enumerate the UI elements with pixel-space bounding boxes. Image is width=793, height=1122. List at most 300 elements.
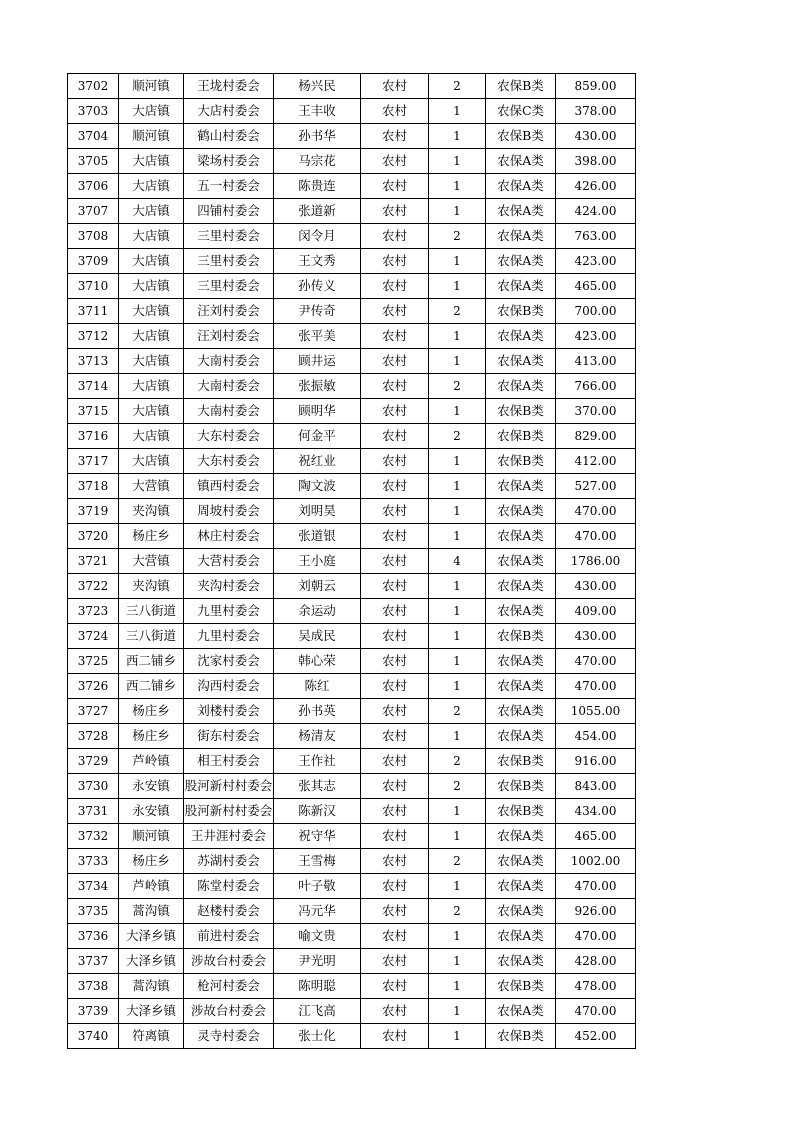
serial-number-cell: 3717 <box>68 449 119 474</box>
household-size-cell: 1 <box>429 99 486 124</box>
household-size-cell: 1 <box>429 674 486 699</box>
amount-cell: 916.00 <box>556 749 636 774</box>
household-size-cell: 2 <box>429 374 486 399</box>
serial-number-cell: 3705 <box>68 149 119 174</box>
household-size-cell: 1 <box>429 449 486 474</box>
insurance-category-cell: 农保B类 <box>486 974 556 999</box>
table-row <box>68 549 636 574</box>
serial-number-cell: 3715 <box>68 399 119 424</box>
village-committee-cell: 大南村委会 <box>184 349 274 374</box>
town-cell: 永安镇 <box>119 799 184 824</box>
person-name-cell: 刘明昊 <box>274 499 361 524</box>
person-name-cell: 陈红 <box>274 674 361 699</box>
area-type-cell: 农村 <box>361 224 429 249</box>
household-size-cell: 1 <box>429 799 486 824</box>
serial-number-cell: 3722 <box>68 574 119 599</box>
table-row <box>68 149 636 174</box>
amount-cell: 423.00 <box>556 324 636 349</box>
person-name-cell: 王作社 <box>274 749 361 774</box>
area-type-cell: 农村 <box>361 724 429 749</box>
area-type-cell: 农村 <box>361 799 429 824</box>
area-type-cell: 农村 <box>361 124 429 149</box>
town-cell: 大店镇 <box>119 424 184 449</box>
amount-cell: 1055.00 <box>556 699 636 724</box>
table-row <box>68 899 636 924</box>
person-name-cell: 陈明聪 <box>274 974 361 999</box>
person-name-cell: 张道银 <box>274 524 361 549</box>
insurance-category-cell: 农保A类 <box>486 824 556 849</box>
household-size-cell: 1 <box>429 649 486 674</box>
amount-cell: 766.00 <box>556 374 636 399</box>
amount-cell: 430.00 <box>556 574 636 599</box>
roster-table <box>67 73 636 1049</box>
serial-number-cell: 3710 <box>68 274 119 299</box>
person-name-cell: 祝守华 <box>274 824 361 849</box>
serial-number-cell: 3730 <box>68 774 119 799</box>
table-row <box>68 324 636 349</box>
table-row <box>68 774 636 799</box>
area-type-cell: 农村 <box>361 824 429 849</box>
table-row <box>68 749 636 774</box>
amount-cell: 859.00 <box>556 74 636 99</box>
area-type-cell: 农村 <box>361 524 429 549</box>
insurance-category-cell: 农保A类 <box>486 149 556 174</box>
table-row <box>68 424 636 449</box>
serial-number-cell: 3708 <box>68 224 119 249</box>
insurance-category-cell: 农保B类 <box>486 299 556 324</box>
table-row <box>68 574 636 599</box>
village-committee-cell: 苏湖村委会 <box>184 849 274 874</box>
household-size-cell: 1 <box>429 499 486 524</box>
area-type-cell: 农村 <box>361 149 429 174</box>
village-committee-cell: 大东村委会 <box>184 424 274 449</box>
town-cell: 大店镇 <box>119 224 184 249</box>
area-type-cell: 农村 <box>361 849 429 874</box>
area-type-cell: 农村 <box>361 574 429 599</box>
town-cell: 杨庄乡 <box>119 524 184 549</box>
village-committee-cell: 街东村委会 <box>184 724 274 749</box>
village-committee-cell: 五一村委会 <box>184 174 274 199</box>
town-cell: 三八街道 <box>119 599 184 624</box>
table-row <box>68 524 636 549</box>
table-row <box>68 299 636 324</box>
serial-number-cell: 3725 <box>68 649 119 674</box>
area-type-cell: 农村 <box>361 174 429 199</box>
serial-number-cell: 3721 <box>68 549 119 574</box>
person-name-cell: 尹光明 <box>274 949 361 974</box>
amount-cell: 470.00 <box>556 924 636 949</box>
village-committee-cell: 大南村委会 <box>184 374 274 399</box>
household-size-cell: 1 <box>429 949 486 974</box>
town-cell: 芦岭镇 <box>119 874 184 899</box>
insurance-category-cell: 农保B类 <box>486 799 556 824</box>
insurance-category-cell: 农保B类 <box>486 449 556 474</box>
serial-number-cell: 3732 <box>68 824 119 849</box>
serial-number-cell: 3731 <box>68 799 119 824</box>
person-name-cell: 闵令月 <box>274 224 361 249</box>
household-size-cell: 2 <box>429 224 486 249</box>
town-cell: 大泽乡镇 <box>119 999 184 1024</box>
table-row <box>68 74 636 99</box>
village-committee-cell: 梁场村委会 <box>184 149 274 174</box>
area-type-cell: 农村 <box>361 899 429 924</box>
village-committee-cell: 沟西村委会 <box>184 674 274 699</box>
town-cell: 西二铺乡 <box>119 674 184 699</box>
serial-number-cell: 3724 <box>68 624 119 649</box>
serial-number-cell: 3714 <box>68 374 119 399</box>
area-type-cell: 农村 <box>361 699 429 724</box>
serial-number-cell: 3735 <box>68 899 119 924</box>
person-name-cell: 余运动 <box>274 599 361 624</box>
village-committee-cell: 林庄村委会 <box>184 524 274 549</box>
town-cell: 大店镇 <box>119 274 184 299</box>
insurance-category-cell: 农保B类 <box>486 399 556 424</box>
village-committee-cell: 大东村委会 <box>184 449 274 474</box>
household-size-cell: 1 <box>429 524 486 549</box>
village-committee-cell: 镇西村委会 <box>184 474 274 499</box>
area-type-cell: 农村 <box>361 649 429 674</box>
area-type-cell: 农村 <box>361 324 429 349</box>
table-row <box>68 874 636 899</box>
insurance-category-cell: 农保A类 <box>486 274 556 299</box>
village-committee-cell: 汪刘村委会 <box>184 299 274 324</box>
person-name-cell: 冯元华 <box>274 899 361 924</box>
town-cell: 杨庄乡 <box>119 849 184 874</box>
person-name-cell: 王丰收 <box>274 99 361 124</box>
person-name-cell: 张平美 <box>274 324 361 349</box>
amount-cell: 470.00 <box>556 524 636 549</box>
insurance-category-cell: 农保A类 <box>486 949 556 974</box>
village-committee-cell: 鹤山村委会 <box>184 124 274 149</box>
village-committee-cell: 枪河村委会 <box>184 974 274 999</box>
person-name-cell: 陶文波 <box>274 474 361 499</box>
serial-number-cell: 3713 <box>68 349 119 374</box>
town-cell: 符离镇 <box>119 1024 184 1049</box>
table-row <box>68 649 636 674</box>
amount-cell: 398.00 <box>556 149 636 174</box>
household-size-cell: 1 <box>429 874 486 899</box>
area-type-cell: 农村 <box>361 749 429 774</box>
amount-cell: 470.00 <box>556 499 636 524</box>
area-type-cell: 农村 <box>361 299 429 324</box>
serial-number-cell: 3707 <box>68 199 119 224</box>
amount-cell: 470.00 <box>556 674 636 699</box>
village-committee-cell: 王垅村委会 <box>184 74 274 99</box>
serial-number-cell: 3740 <box>68 1024 119 1049</box>
amount-cell: 470.00 <box>556 874 636 899</box>
household-size-cell: 1 <box>429 574 486 599</box>
town-cell: 顺河镇 <box>119 74 184 99</box>
serial-number-cell: 3702 <box>68 74 119 99</box>
table-row <box>68 249 636 274</box>
insurance-category-cell: 农保A类 <box>486 199 556 224</box>
town-cell: 蒿沟镇 <box>119 974 184 999</box>
serial-number-cell: 3711 <box>68 299 119 324</box>
town-cell: 三八街道 <box>119 624 184 649</box>
household-size-cell: 1 <box>429 824 486 849</box>
household-size-cell: 1 <box>429 599 486 624</box>
serial-number-cell: 3729 <box>68 749 119 774</box>
person-name-cell: 尹传奇 <box>274 299 361 324</box>
area-type-cell: 农村 <box>361 424 429 449</box>
table-row <box>68 349 636 374</box>
serial-number-cell: 3712 <box>68 324 119 349</box>
person-name-cell: 张士化 <box>274 1024 361 1049</box>
town-cell: 杨庄乡 <box>119 724 184 749</box>
amount-cell: 454.00 <box>556 724 636 749</box>
area-type-cell: 农村 <box>361 99 429 124</box>
table-row <box>68 374 636 399</box>
person-name-cell: 孙书英 <box>274 699 361 724</box>
village-committee-cell: 赵楼村委会 <box>184 899 274 924</box>
amount-cell: 426.00 <box>556 174 636 199</box>
town-cell: 大店镇 <box>119 349 184 374</box>
table-row <box>68 474 636 499</box>
insurance-category-cell: 农保C类 <box>486 99 556 124</box>
area-type-cell: 农村 <box>361 599 429 624</box>
amount-cell: 478.00 <box>556 974 636 999</box>
serial-number-cell: 3739 <box>68 999 119 1024</box>
area-type-cell: 农村 <box>361 974 429 999</box>
area-type-cell: 农村 <box>361 774 429 799</box>
household-size-cell: 1 <box>429 324 486 349</box>
insurance-category-cell: 农保B类 <box>486 624 556 649</box>
table-row <box>68 974 636 999</box>
household-size-cell: 2 <box>429 424 486 449</box>
amount-cell: 430.00 <box>556 124 636 149</box>
household-size-cell: 2 <box>429 699 486 724</box>
household-size-cell: 1 <box>429 1024 486 1049</box>
area-type-cell: 农村 <box>361 999 429 1024</box>
town-cell: 顺河镇 <box>119 824 184 849</box>
table-row <box>68 224 636 249</box>
insurance-category-cell: 农保B类 <box>486 74 556 99</box>
insurance-category-cell: 农保A类 <box>486 874 556 899</box>
serial-number-cell: 3727 <box>68 699 119 724</box>
table-row <box>68 449 636 474</box>
household-size-cell: 1 <box>429 174 486 199</box>
area-type-cell: 农村 <box>361 549 429 574</box>
village-committee-cell: 周坡村委会 <box>184 499 274 524</box>
amount-cell: 424.00 <box>556 199 636 224</box>
person-name-cell: 顾明华 <box>274 399 361 424</box>
person-name-cell: 杨兴民 <box>274 74 361 99</box>
person-name-cell: 王文秀 <box>274 249 361 274</box>
amount-cell: 412.00 <box>556 449 636 474</box>
village-committee-cell: 大营村委会 <box>184 549 274 574</box>
town-cell: 大店镇 <box>119 199 184 224</box>
person-name-cell: 马宗花 <box>274 149 361 174</box>
town-cell: 大店镇 <box>119 324 184 349</box>
area-type-cell: 农村 <box>361 474 429 499</box>
village-committee-cell: 三里村委会 <box>184 274 274 299</box>
insurance-category-cell: 农保A类 <box>486 849 556 874</box>
household-size-cell: 2 <box>429 774 486 799</box>
town-cell: 夹沟镇 <box>119 499 184 524</box>
insurance-category-cell: 农保B类 <box>486 124 556 149</box>
village-committee-cell: 汪刘村委会 <box>184 324 274 349</box>
table-row <box>68 924 636 949</box>
table-row <box>68 824 636 849</box>
person-name-cell: 张道新 <box>274 199 361 224</box>
town-cell: 芦岭镇 <box>119 749 184 774</box>
household-size-cell: 4 <box>429 549 486 574</box>
insurance-category-cell: 农保A类 <box>486 324 556 349</box>
person-name-cell: 叶子敬 <box>274 874 361 899</box>
person-name-cell: 吴成民 <box>274 624 361 649</box>
person-name-cell: 孙书华 <box>274 124 361 149</box>
roster-body <box>68 74 636 1049</box>
insurance-category-cell: 农保B类 <box>486 749 556 774</box>
table-row <box>68 674 636 699</box>
amount-cell: 428.00 <box>556 949 636 974</box>
table-row <box>68 274 636 299</box>
insurance-category-cell: 农保A类 <box>486 549 556 574</box>
household-size-cell: 1 <box>429 974 486 999</box>
household-size-cell: 1 <box>429 999 486 1024</box>
person-name-cell: 陈贵连 <box>274 174 361 199</box>
town-cell: 永安镇 <box>119 774 184 799</box>
household-size-cell: 1 <box>429 474 486 499</box>
person-name-cell: 孙传义 <box>274 274 361 299</box>
village-committee-cell: 刘楼村委会 <box>184 699 274 724</box>
serial-number-cell: 3728 <box>68 724 119 749</box>
amount-cell: 465.00 <box>556 824 636 849</box>
amount-cell: 1002.00 <box>556 849 636 874</box>
serial-number-cell: 3733 <box>68 849 119 874</box>
household-size-cell: 1 <box>429 124 486 149</box>
table-row <box>68 1024 636 1049</box>
serial-number-cell: 3736 <box>68 924 119 949</box>
amount-cell: 470.00 <box>556 999 636 1024</box>
household-size-cell: 2 <box>429 74 486 99</box>
insurance-category-cell: 农保A类 <box>486 474 556 499</box>
village-committee-cell: 灵寺村委会 <box>184 1024 274 1049</box>
household-size-cell: 1 <box>429 624 486 649</box>
area-type-cell: 农村 <box>361 499 429 524</box>
area-type-cell: 农村 <box>361 924 429 949</box>
insurance-category-cell: 农保A类 <box>486 699 556 724</box>
serial-number-cell: 3704 <box>68 124 119 149</box>
table-row <box>68 199 636 224</box>
household-size-cell: 1 <box>429 349 486 374</box>
area-type-cell: 农村 <box>361 199 429 224</box>
insurance-category-cell: 农保A类 <box>486 524 556 549</box>
area-type-cell: 农村 <box>361 399 429 424</box>
amount-cell: 452.00 <box>556 1024 636 1049</box>
person-name-cell: 江飞高 <box>274 999 361 1024</box>
person-name-cell: 祝红业 <box>274 449 361 474</box>
village-committee-cell: 王井涯村委会 <box>184 824 274 849</box>
area-type-cell: 农村 <box>361 874 429 899</box>
town-cell: 大店镇 <box>119 174 184 199</box>
area-type-cell: 农村 <box>361 74 429 99</box>
household-size-cell: 1 <box>429 274 486 299</box>
insurance-category-cell: 农保B类 <box>486 1024 556 1049</box>
town-cell: 大店镇 <box>119 249 184 274</box>
area-type-cell: 农村 <box>361 1024 429 1049</box>
area-type-cell: 农村 <box>361 949 429 974</box>
area-type-cell: 农村 <box>361 374 429 399</box>
serial-number-cell: 3718 <box>68 474 119 499</box>
serial-number-cell: 3720 <box>68 524 119 549</box>
village-committee-cell: 相王村委会 <box>184 749 274 774</box>
village-committee-cell: 涉故台村委会 <box>184 999 274 1024</box>
area-type-cell: 农村 <box>361 674 429 699</box>
village-committee-cell: 三里村委会 <box>184 249 274 274</box>
town-cell: 大店镇 <box>119 449 184 474</box>
amount-cell: 843.00 <box>556 774 636 799</box>
town-cell: 大营镇 <box>119 474 184 499</box>
table-row <box>68 399 636 424</box>
area-type-cell: 农村 <box>361 274 429 299</box>
insurance-category-cell: 农保A类 <box>486 999 556 1024</box>
amount-cell: 470.00 <box>556 649 636 674</box>
insurance-category-cell: 农保A类 <box>486 499 556 524</box>
town-cell: 夹沟镇 <box>119 574 184 599</box>
town-cell: 西二铺乡 <box>119 649 184 674</box>
amount-cell: 527.00 <box>556 474 636 499</box>
household-size-cell: 1 <box>429 399 486 424</box>
table-row <box>68 724 636 749</box>
amount-cell: 763.00 <box>556 224 636 249</box>
amount-cell: 829.00 <box>556 424 636 449</box>
amount-cell: 434.00 <box>556 799 636 824</box>
serial-number-cell: 3709 <box>68 249 119 274</box>
village-committee-cell: 陈堂村委会 <box>184 874 274 899</box>
person-name-cell: 刘朝云 <box>274 574 361 599</box>
town-cell: 顺河镇 <box>119 124 184 149</box>
insurance-category-cell: 农保A类 <box>486 649 556 674</box>
amount-cell: 378.00 <box>556 99 636 124</box>
village-committee-cell: 夹沟村委会 <box>184 574 274 599</box>
person-name-cell: 陈新汉 <box>274 799 361 824</box>
village-committee-cell: 前进村委会 <box>184 924 274 949</box>
town-cell: 大店镇 <box>119 99 184 124</box>
household-size-cell: 1 <box>429 149 486 174</box>
area-type-cell: 农村 <box>361 624 429 649</box>
household-size-cell: 1 <box>429 724 486 749</box>
table-row <box>68 949 636 974</box>
amount-cell: 413.00 <box>556 349 636 374</box>
person-name-cell: 张振敏 <box>274 374 361 399</box>
insurance-category-cell: 农保B类 <box>486 424 556 449</box>
insurance-category-cell: 农保A类 <box>486 174 556 199</box>
village-committee-cell: 大南村委会 <box>184 399 274 424</box>
insurance-category-cell: 农保A类 <box>486 599 556 624</box>
person-name-cell: 何金平 <box>274 424 361 449</box>
insurance-category-cell: 农保B类 <box>486 774 556 799</box>
household-size-cell: 1 <box>429 249 486 274</box>
household-size-cell: 2 <box>429 749 486 774</box>
table-row <box>68 99 636 124</box>
town-cell: 大店镇 <box>119 399 184 424</box>
person-name-cell: 顾井运 <box>274 349 361 374</box>
insurance-category-cell: 农保A类 <box>486 224 556 249</box>
serial-number-cell: 3723 <box>68 599 119 624</box>
village-committee-cell: 股河新村村委会 <box>184 774 274 799</box>
serial-number-cell: 3706 <box>68 174 119 199</box>
town-cell: 杨庄乡 <box>119 699 184 724</box>
insurance-category-cell: 农保A类 <box>486 574 556 599</box>
insurance-category-cell: 农保A类 <box>486 724 556 749</box>
amount-cell: 926.00 <box>556 899 636 924</box>
town-cell: 大店镇 <box>119 374 184 399</box>
table-row <box>68 799 636 824</box>
town-cell: 蒿沟镇 <box>119 899 184 924</box>
town-cell: 大营镇 <box>119 549 184 574</box>
table-row <box>68 174 636 199</box>
